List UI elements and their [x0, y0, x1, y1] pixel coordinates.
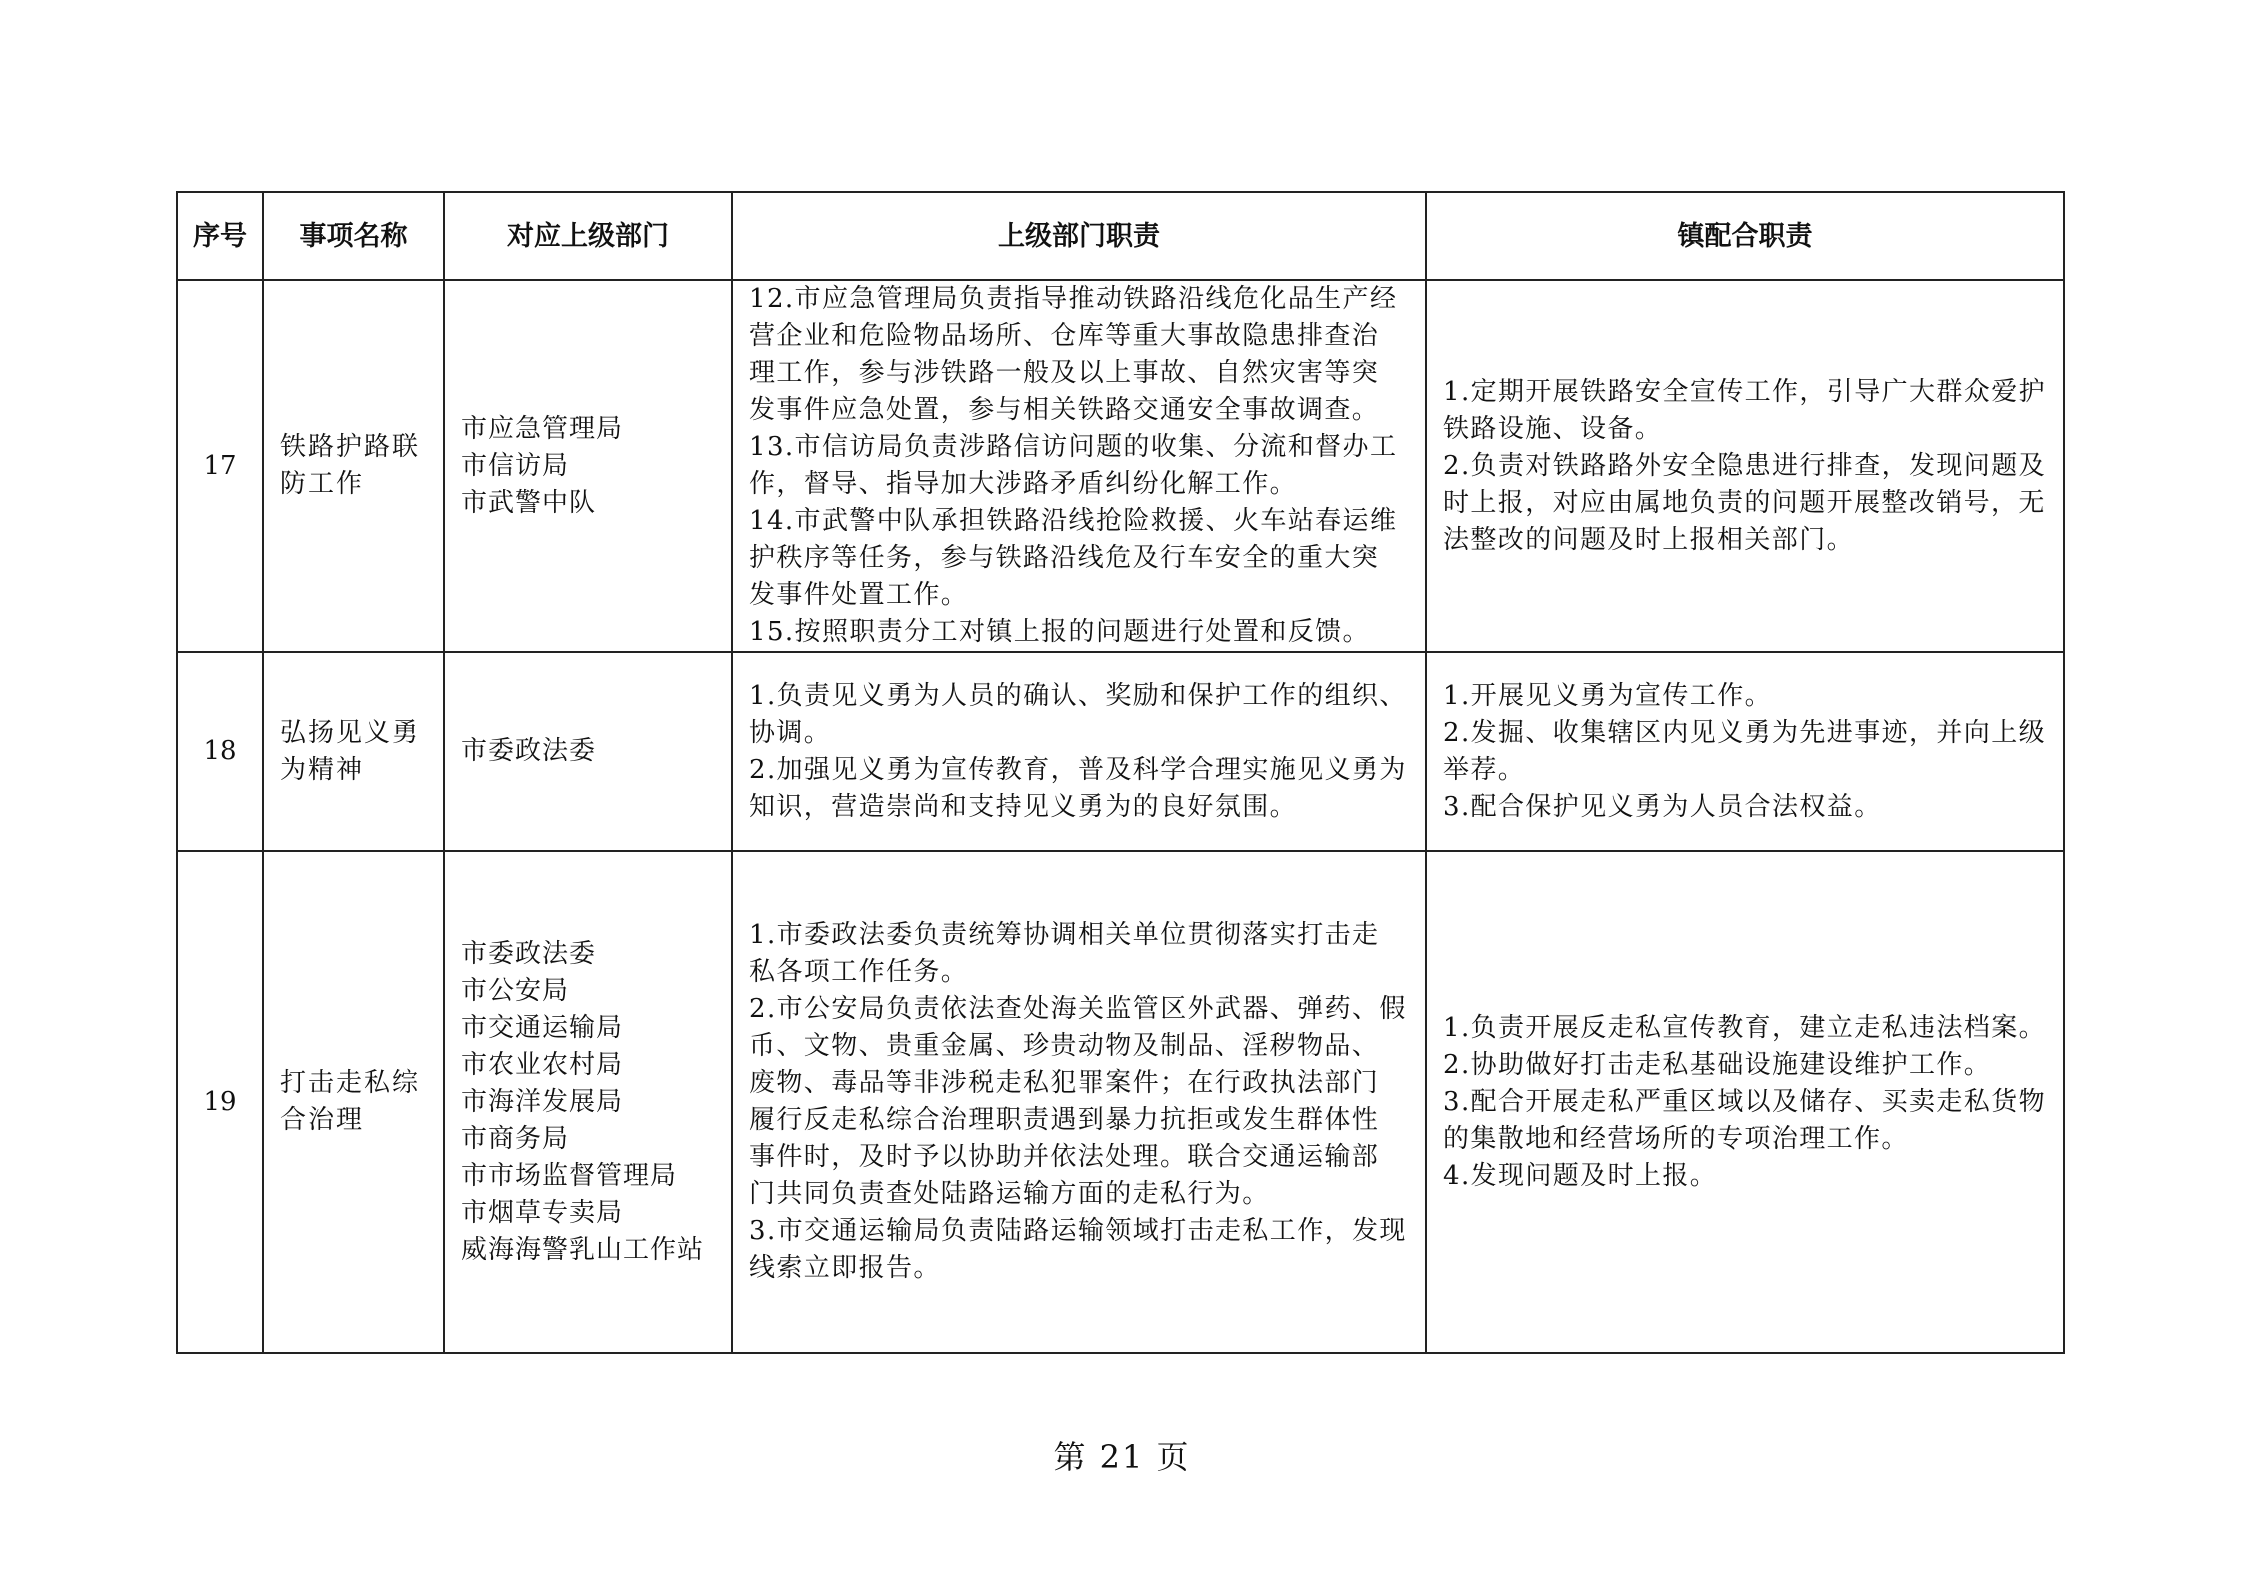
item-name-line: 为精神 — [280, 754, 365, 785]
table-row — [177, 851, 2064, 1353]
item-name-line: 防工作 — [280, 469, 365, 499]
item-name-line: 铁路护路联 — [280, 432, 421, 462]
duty-line: 门共同负责查处陆路运输方面的走私行为。 — [749, 1179, 1270, 1209]
item-name-line: 弘扬见义勇 — [280, 717, 421, 748]
duty-line: 12.市应急管理局负责指导推动铁路沿线危化品生产经 — [749, 284, 1398, 314]
header-town-duty: 镇配合职责 — [1426, 192, 2064, 280]
table-row — [177, 652, 2064, 851]
duty-line: 13.市信访局负责涉路信访问题的收集、分流和督办工 — [749, 432, 1398, 462]
duty-line: 作，督导、指导加大涉路矛盾纠纷化解工作。 — [749, 469, 1298, 499]
item-name-line: 打击走私综 — [280, 1068, 421, 1098]
header-no: 序号 — [177, 192, 263, 280]
duty-line: 15.按照职责分工对镇上报的问题进行处置和反馈。 — [749, 617, 1370, 647]
row-number: 18 — [177, 652, 263, 851]
table-row — [177, 280, 2064, 652]
duty-line: 知识，营造崇尚和支持见义勇为的良好氛围。 — [749, 791, 1298, 822]
coop-line: 3.配合开展走私严重区域以及储存、买卖走私货物 — [1443, 1086, 2047, 1117]
superior-duty-text — [732, 652, 1426, 851]
superior-dept-list — [444, 652, 732, 851]
row-number: 19 — [177, 851, 263, 1353]
duty-line: 发事件应急处置，参与相关铁路交通安全事故调查。 — [749, 395, 1380, 425]
coop-line: 铁路设施、设备。 — [1443, 413, 1663, 444]
superior-duty-text — [732, 851, 1426, 1353]
duty-line: 协调。 — [749, 717, 832, 748]
duty-line: 币、文物、贵重金属、珍贵动物及制品、淫秽物品、 — [749, 1031, 1380, 1061]
duty-table — [176, 191, 2065, 1354]
dept-line: 市委政法委 — [461, 938, 597, 969]
town-duty-text — [1426, 280, 2064, 652]
dept-line: 市商务局 — [461, 1123, 570, 1154]
duty-line: 1.市委政法委负责统筹协调相关单位贯彻落实打击走 — [749, 920, 1380, 950]
dept-line: 威海海警乳山工作站 — [461, 1234, 705, 1265]
table-header-row — [177, 192, 2064, 280]
town-duty-text — [1426, 851, 2064, 1353]
coop-line: 1.定期开展铁路安全宣传工作，引导广大群众爱护 — [1443, 376, 2047, 407]
dept-line: 市海洋发展局 — [461, 1086, 624, 1117]
item-name — [263, 280, 444, 652]
coop-line: 1.开展见义勇为宣传工作。 — [1443, 680, 1773, 711]
dept-line: 市烟草专卖局 — [461, 1197, 624, 1228]
dept-line: 市市场监督管理局 — [461, 1160, 678, 1191]
duty-line: 履行反走私综合治理职责遇到暴力抗拒或发生群体性 — [749, 1105, 1380, 1135]
dept-line: 市交通运输局 — [461, 1012, 624, 1043]
dept-line: 市公安局 — [461, 975, 570, 1006]
duty-line: 发事件处置工作。 — [749, 580, 969, 610]
coop-line: 1.负责开展反走私宣传教育，建立走私违法档案。 — [1443, 1012, 2047, 1043]
superior-dept-list — [444, 280, 732, 652]
coop-line: 2.负责对铁路路外安全隐患进行排查，发现问题及 — [1443, 450, 2047, 481]
coop-line: 举荐。 — [1443, 754, 1526, 785]
header-item-name: 事项名称 — [263, 192, 444, 280]
coop-line: 时上报，对应由属地负责的问题开展整改销号，无 — [1443, 487, 2046, 518]
duty-line: 14.市武警中队承担铁路沿线抢险救援、火车站春运维 — [749, 506, 1398, 536]
dept-line: 市应急管理局 — [461, 413, 624, 444]
dept-line: 市农业农村局 — [461, 1049, 624, 1080]
duty-line: 2.市公安局负责依法查处海关监管区外武器、弹药、假 — [749, 994, 1407, 1024]
duty-line: 理工作，参与涉铁路一般及以上事故、自然灾害等突 — [749, 358, 1380, 388]
duty-line: 1.负责见义勇为人员的确认、奖励和保护工作的组织、 — [749, 680, 1407, 711]
header-superior-duty: 上级部门职责 — [732, 192, 1426, 280]
row-number: 17 — [177, 280, 263, 652]
coop-line: 4.发现问题及时上报。 — [1443, 1160, 1718, 1191]
duty-line: 事件时，及时予以协助并依法处理。联合交通运输部 — [749, 1142, 1380, 1172]
duty-line: 废物、毒品等非涉税走私犯罪案件；在行政执法部门 — [749, 1068, 1380, 1098]
item-name — [263, 851, 444, 1353]
town-duty-text — [1426, 652, 2064, 851]
coop-line: 2.发掘、收集辖区内见义勇为先进事迹，并向上级 — [1443, 717, 2047, 748]
superior-dept-list — [444, 851, 732, 1353]
header-superior-dept: 对应上级部门 — [444, 192, 732, 280]
duty-line: 3.市交通运输局负责陆路运输领域打击走私工作，发现 — [749, 1216, 1407, 1246]
coop-line: 的集散地和经营场所的专项治理工作。 — [1443, 1123, 1909, 1154]
duty-line: 2.加强见义勇为宣传教育，普及科学合理实施见义勇为 — [749, 754, 1407, 785]
duty-line: 私各项工作任务。 — [749, 957, 969, 987]
item-name-line: 合治理 — [280, 1105, 365, 1135]
page-number: 第 21 页 — [1053, 1438, 1191, 1476]
duty-line: 营企业和危险物品场所、仓库等重大事故隐患排查治 — [749, 321, 1380, 351]
dept-line: 市委政法委 — [461, 736, 597, 766]
coop-line: 法整改的问题及时上报相关部门。 — [1443, 524, 1855, 555]
dept-line: 市武警中队 — [461, 487, 597, 518]
duty-line: 线索立即报告。 — [749, 1253, 941, 1283]
coop-line: 2.协助做好打击走私基础设施建设维护工作。 — [1443, 1049, 1992, 1080]
superior-duty-text — [732, 280, 1426, 652]
coop-line: 3.配合保护见义勇为人员合法权益。 — [1443, 791, 1882, 822]
dept-line: 市信访局 — [461, 450, 570, 481]
duty-line: 护秩序等任务，参与铁路沿线危及行车安全的重大突 — [749, 543, 1380, 573]
item-name — [263, 652, 444, 851]
